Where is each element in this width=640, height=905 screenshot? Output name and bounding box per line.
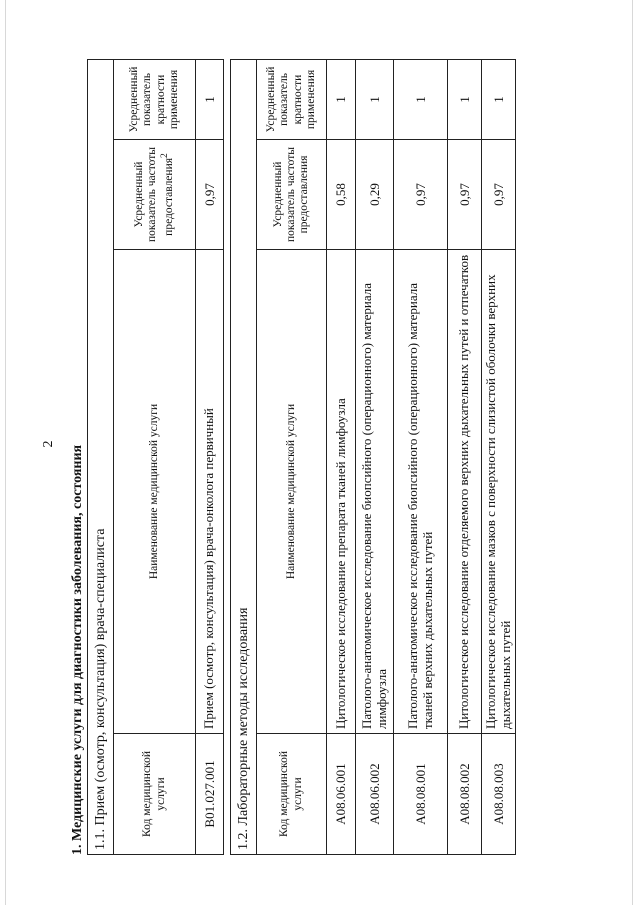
service-code: A08.08.002 <box>448 734 482 855</box>
freq-value: 0,97 <box>394 140 448 250</box>
table-specialist-visits <box>87 59 224 855</box>
section-title-row <box>231 59 257 854</box>
table-row <box>356 59 394 854</box>
freq-value: 0,97 <box>196 140 224 250</box>
table-row <box>196 59 224 854</box>
freq-value: 0,97 <box>482 140 516 250</box>
service-name: Цитологическое исследование отделяемого верхних дыхательных путей и отпечатков <box>448 250 482 734</box>
table-row <box>482 59 516 854</box>
section-title-row <box>88 59 114 854</box>
header-mult: Усредненный показатель кратности применения <box>257 59 327 139</box>
service-name: Цитологическое исследование мазков с поверхности слизистой оболочки верхних дыхательных путей <box>482 250 516 734</box>
table-row <box>327 59 356 854</box>
header-name: Наименование медицинской услуги <box>257 250 327 734</box>
main-heading: 1. Медицинские услуги для диагностики заболевания, состояния <box>70 444 85 855</box>
service-code: A08.08.001 <box>394 734 448 855</box>
header-code: Код медицинской услуги <box>257 734 327 855</box>
service-code: B01.027.001 <box>196 734 224 855</box>
mult-value: 1 <box>448 59 482 139</box>
mult-value: 1 <box>327 59 356 139</box>
service-name: Патолого-анатомическое исследование биопсийного (операционного) материала тканей верхних дыхательных путей <box>394 250 448 734</box>
service-code: A08.08.003 <box>482 734 516 855</box>
document-body <box>70 60 515 855</box>
section-title: 1.2. Лабораторные методы исследования <box>231 59 257 854</box>
header-freq: Усредненный показатель частоты предоставления <box>257 140 327 250</box>
mult-value: 1 <box>482 59 516 139</box>
service-name: Цитологическое исследование препарата тканей лимфоузла <box>327 250 356 734</box>
table-row <box>394 59 448 854</box>
header-row <box>257 59 327 854</box>
mult-value: 1 <box>394 59 448 139</box>
freq-value: 0,58 <box>327 140 356 250</box>
header-freq <box>114 140 196 250</box>
page-number: 2 <box>41 440 56 448</box>
service-name: Патолого-анатомическое исследование биопсийного (операционного) материала лимфоузла <box>356 250 394 734</box>
service-code: A08.06.001 <box>327 734 356 855</box>
table-lab-methods <box>230 59 516 855</box>
header-row <box>114 59 196 854</box>
header-name: Наименование медицинской услуги <box>114 250 196 734</box>
mult-value: 1 <box>196 59 224 139</box>
scan-edge-right <box>632 0 633 905</box>
service-code: A08.06.002 <box>356 734 394 855</box>
section-title: 1.1. Прием (осмотр, консультация) врача-специалиста <box>88 59 114 854</box>
header-code: Код медицинской услуги <box>114 734 196 855</box>
freq-value: 0,29 <box>356 140 394 250</box>
header-mult: Усредненный показатель кратности применения <box>114 59 196 139</box>
scan-edge-left <box>5 0 6 905</box>
service-name: Прием (осмотр, консультация) врача-онколога первичный <box>196 250 224 734</box>
freq-value: 0,97 <box>448 140 482 250</box>
table-row <box>448 59 482 854</box>
header-freq-label: Усредненный показатель частоты предоставления <box>132 147 176 242</box>
footnote-mark: 2 <box>159 153 171 158</box>
mult-value: 1 <box>356 59 394 139</box>
